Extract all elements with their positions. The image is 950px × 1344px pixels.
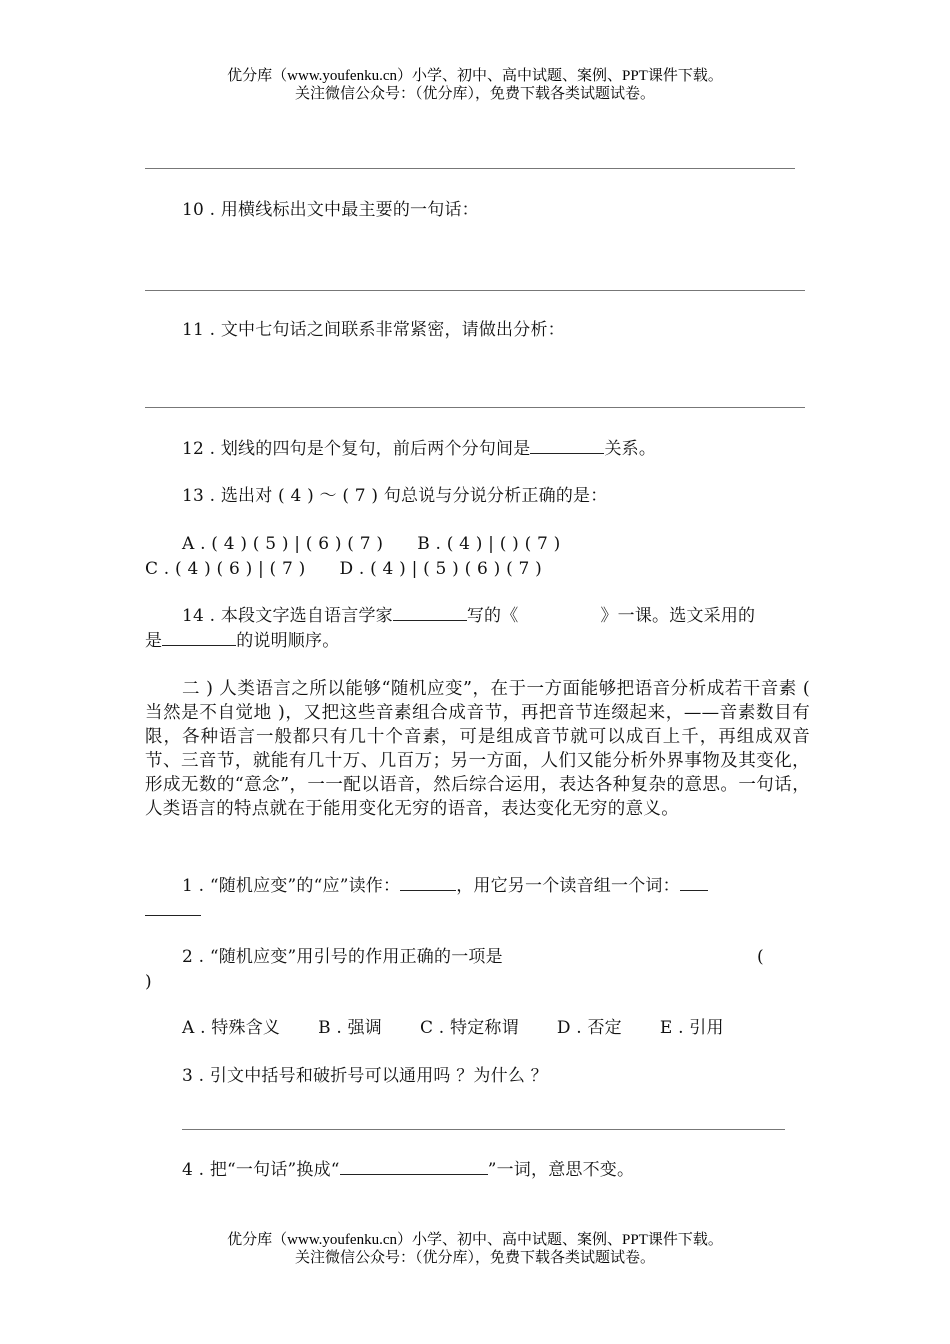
pq2-option-d[interactable]: D . 否定 [556, 1018, 622, 1038]
answer-paren-close: ) [145, 972, 152, 992]
pq4-text: 4 . 把“一句话”换成“ [182, 1160, 340, 1180]
footer-line-2: 关注微信公众号：（优分库），免费下载各类试题试卷。 [294, 1250, 655, 1266]
answer-line-pq3[interactable] [182, 1129, 785, 1130]
question-11: 11 . 文中七句话之间联系非常紧密，请做出分析： [182, 320, 565, 340]
answer-line-q11[interactable] [145, 407, 805, 408]
page-footer [0, 1231, 950, 1267]
question-14-mid2: 》一课。选文采用的 [600, 606, 756, 626]
q13-options-row-2 [145, 557, 542, 581]
fill-blank-relation[interactable] [530, 437, 604, 454]
question-13: 13 . 选出对 ( 4 ) ～ ( 7 ) 句总说与分说分析正确的是： [182, 486, 608, 506]
question-12-text: 12 . 划线的四句是个复句，前后两个分句间是 [182, 439, 531, 459]
question-14-line-2 [145, 629, 339, 653]
pq2-option-c[interactable]: C . 特定称谓 [420, 1018, 519, 1038]
passage-question-2: 2 . “随机应变”用引号的作用正确的一项是 [182, 947, 503, 967]
fill-blank-pronunciation[interactable] [400, 874, 456, 891]
passage-question-1-line-2 [145, 899, 201, 923]
header-line-1: 优分库（www.youfenku.cn）小学、初中、高中试题、案例、PPT课件下载。 [227, 68, 723, 84]
pq1-text: 1 . “随机应变”的“应”读作： [182, 876, 401, 896]
reading-passage: 二 ) 人类语言之所以能够“随机应变”，在于一方面能够把语音分析成若干音素 ( 当然是不自觉地 )，又把这些音素组合成音节，再把音节连缀起来，——音素数目有限，各种语言一般都只有几十个音素，可是组成音节就可以成百上千，再组成双音节、三音节，就能有几十万、几百万；另一方面，人们又能分析外界事物及其变化，形成无数的“意念”，一一配以语音，然后综合运用，表达各种复杂的意思。一句话，人类语言的特点就在于能用变化无穷的语音，表达变化无穷的意义。 [145, 679, 810, 819]
question-14-mid: 写的《 [466, 606, 519, 626]
option-d[interactable]: D . ( 4 ) | ( 5 ) ( 6 ) ( 7 ) [339, 559, 542, 579]
answer-line-q10[interactable] [145, 290, 805, 291]
question-14-line2-pre: 是 [145, 631, 163, 651]
question-10: 10 . 用横线标出文中最主要的一句话： [182, 200, 479, 220]
pq2-option-b[interactable]: B . 强调 [318, 1018, 382, 1038]
option-a[interactable]: A . ( 4 ) ( 5 ) | ( 6 ) ( 7 ) [182, 534, 384, 554]
footer-line-1: 优分库（www.youfenku.cn）小学、初中、高中试题、案例、PPT课件下载。 [227, 1232, 723, 1248]
pq2-options [182, 1016, 724, 1040]
pq1-mid: ，用它另一个读音组一个词： [456, 876, 680, 896]
question-12-suffix: 关系。 [604, 439, 657, 459]
answer-line[interactable] [145, 168, 795, 169]
option-c[interactable]: C . ( 4 ) ( 6 ) | ( 7 ) [145, 559, 306, 579]
pq2-option-e[interactable]: E . 引用 [659, 1018, 724, 1038]
question-14-line2-post: 的说明顺序。 [236, 631, 340, 651]
question-12 [182, 437, 656, 461]
fill-blank-author[interactable] [393, 604, 467, 621]
pq4-suffix: ”一词，意思不变。 [487, 1160, 635, 1180]
pq2-option-a[interactable]: A . 特殊含义 [182, 1018, 281, 1038]
option-b[interactable]: B . ( 4 ) | ( ) ( 7 ) [417, 534, 561, 554]
question-14 [182, 604, 755, 628]
page-header [0, 67, 950, 103]
passage-question-1 [182, 874, 708, 898]
fill-blank-word[interactable] [145, 899, 201, 916]
q13-options-row-1 [182, 532, 560, 556]
answer-paren-open: ( [757, 947, 764, 967]
fill-blank-word-start[interactable] [680, 874, 708, 891]
fill-blank-order[interactable] [162, 629, 236, 646]
passage-question-4 [182, 1158, 634, 1182]
fill-blank-replacement[interactable] [340, 1158, 488, 1175]
question-14-text: 14 . 本段文字选自语言学家 [182, 606, 393, 626]
header-line-2: 关注微信公众号：（优分库），免费下载各类试题试卷。 [294, 86, 655, 102]
passage-question-3: 3 . 引文中括号和破折号可以通用吗 ？为什么 ？ [182, 1066, 548, 1086]
